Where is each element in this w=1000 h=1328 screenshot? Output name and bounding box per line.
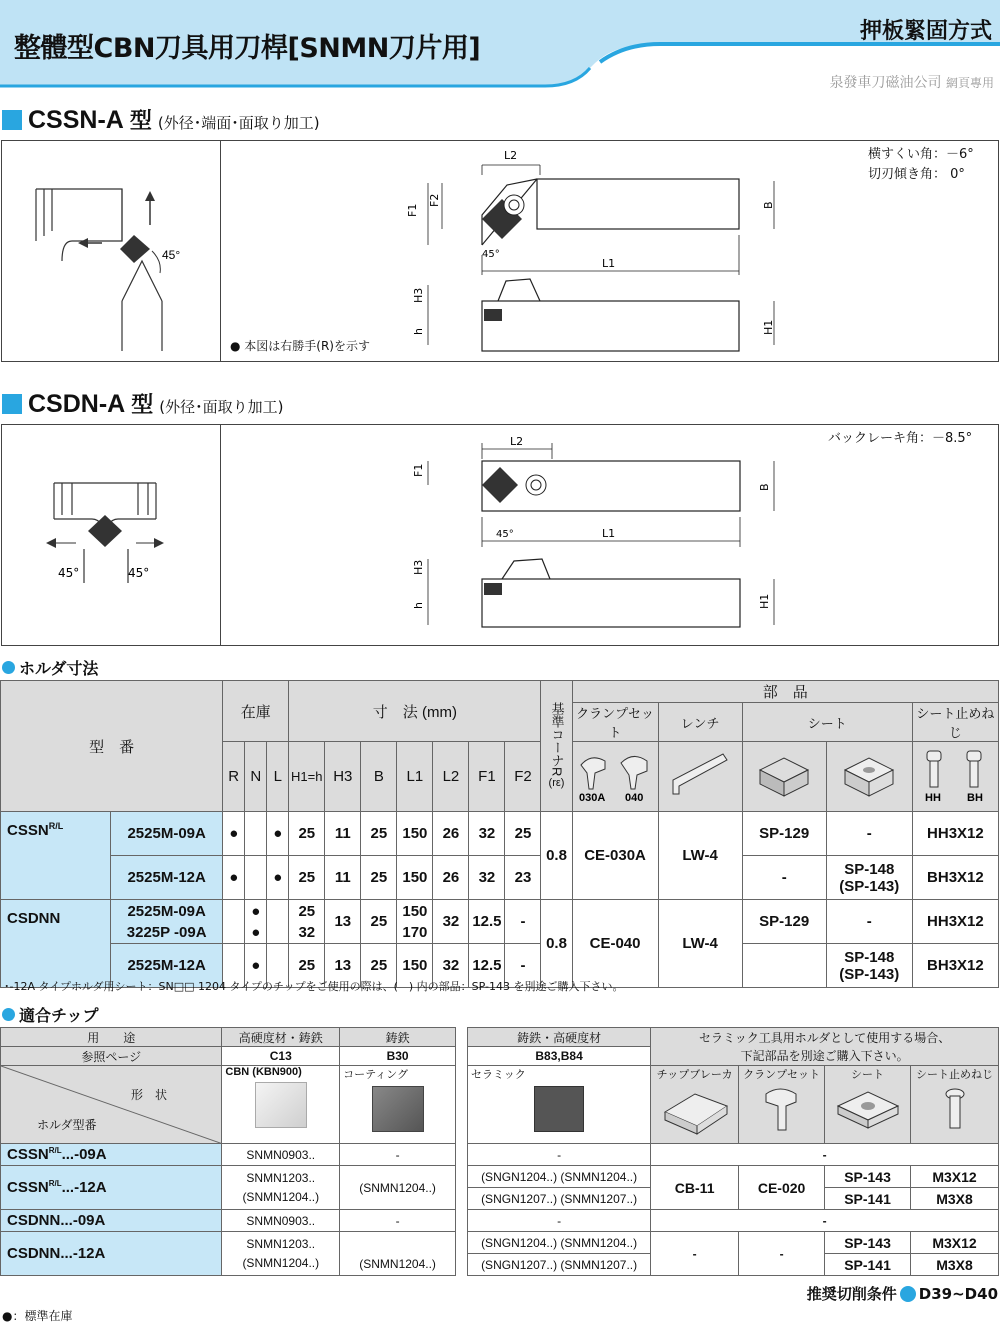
r4-b: 25 [361,944,397,988]
csdn-dim-l1: L1 [602,527,616,540]
ceramic-table [467,1027,999,1276]
r3-f1: 12.5 [469,900,505,944]
th-dimension: 寸 法 (mm) [289,681,541,742]
csdn-dim-h1: H1 [758,593,771,609]
screw-code-hh: HH [925,791,942,803]
chip-row2-c1 [222,1166,340,1210]
r3-code-a: 2525M-09A [127,902,206,920]
r2-seat2a: SP-148 [844,860,895,878]
th-ceramic-use: 鋳鉄・高硬度材 [468,1028,651,1047]
heading-dot [2,661,15,674]
r2-seat2 [826,856,912,900]
ceramic-r4-screw-b: M3X8 [911,1254,999,1276]
r2-b: 25 [361,856,397,900]
diagonal-line [1,1066,223,1144]
ceramic-r4-clamp: - [739,1232,825,1276]
csdn-dim-l2: L2 [510,435,524,448]
th-use: 用 途 [1,1028,222,1047]
chip-row1-holder [1,1144,222,1166]
ceramic-r3-parts: - [651,1210,999,1232]
ceramic-r4-seat-a: SP-143 [825,1232,911,1254]
th-use2: 鋳鉄 [340,1028,456,1047]
chip-row4-c1 [222,1232,340,1276]
recommend-page: D39~D40 [918,1284,998,1303]
chip-heading-text: 適合チップ [19,1006,99,1025]
r3-l1-a: 150 [402,902,428,920]
r1-screw: HH3X12 [912,812,998,856]
csdn-corner: 0.8 [541,900,572,988]
cssn-application-diagram [22,181,202,351]
ceramic-r2-seat-a: SP-143 [825,1166,911,1188]
csdn-model-suffix: 型 [131,392,154,417]
ceramic-r2-chip-a: (SNGN1204..) (SNMN1204..) [468,1166,651,1188]
chip-row4-c1b: (SNMN1204..) [242,1255,320,1270]
chip-row3-holder [1,1210,222,1232]
r1-f2: 25 [505,812,541,856]
r4-seat2b: (SP-143) [839,965,900,983]
csdn-holder-drawing [402,429,802,641]
r1-f1: 32 [469,812,505,856]
chip-table [0,1027,456,1276]
csdn-dim-45: 45° [496,529,514,540]
ceramic-r2-breaker: CB-11 [651,1166,739,1210]
ceramic-r2-chip-b: (SNGN1207..) (SNMN1207..) [468,1188,651,1210]
th-col-n: N [245,742,267,812]
cssn-sub: L [57,821,64,831]
r4-l1: 150 [397,944,433,988]
ceramic-screw-icon [915,1082,995,1136]
ceramic-chip-cell [468,1066,651,1144]
cssn-rake-angles [868,145,974,185]
chip-row1-suffix: ...-09A [61,1146,107,1163]
csdn-dim-h: h [412,602,425,609]
r3-l1-b: 170 [402,923,428,941]
csdn-angle-left: 45° [58,566,80,580]
cssn-hand: R/L [48,821,64,831]
ceramic-seat-icon [828,1082,908,1136]
r3-f2: - [505,900,541,944]
cssn-dim-f2: F2 [428,193,441,207]
th-col-r: R [223,742,245,812]
chip-row2-c2: (SNMN1204..) [340,1166,456,1210]
r3-screw: HH3X12 [912,900,998,944]
r3-code-b: 3225P -09A [126,923,207,941]
th-use1: 高硬度材・鋳鉄 [222,1028,340,1047]
r3-stock-n-b: ● [251,923,261,941]
r1-seat2: - [826,812,912,856]
r4-seat2 [826,944,912,988]
holder-dimension-table [0,680,999,988]
ceramic-note1: セラミック工具用ホルダとして使用する場合、 [698,1030,951,1045]
th-ceramic-screw-label: シート止めねじ [916,1069,993,1081]
csdn-dim-h3: H3 [412,559,425,575]
th-col-l2: L2 [433,742,469,812]
r3-code [111,900,223,944]
r2-l2: 26 [433,856,469,900]
page-c13: C13 [222,1047,340,1066]
cssn-dim-f1: F1 [406,203,419,217]
r1-l2: 26 [433,812,469,856]
ceramic-r4-chip-b: (SNGN1207..) (SNMN1207..) [468,1254,651,1276]
ceramic-r4-breaker: - [651,1232,739,1276]
th-breaker [651,1066,739,1144]
cssn-dim-h3: H3 [412,287,425,303]
ceramic-r4-seat-b: SP-141 [825,1254,911,1276]
holder-heading-text: ホルダ寸法 [19,659,99,678]
heading-dot [2,1008,15,1021]
r3-seat1: SP-129 [742,900,826,944]
chip-breaker-icon [655,1082,735,1136]
seat-hole-icon [839,750,899,800]
cssn-dim-l2: L2 [504,149,518,162]
cssn-corner: 0.8 [541,812,572,900]
arrow-circle-icon [900,1286,916,1302]
chip-heading [2,1003,99,1026]
th-col-b: B [361,742,397,812]
r4-f1: 12.5 [469,944,505,988]
seat-square-icon [754,750,814,800]
ceramic-note [651,1028,999,1066]
cssn-dim-45: 45° [482,249,500,260]
cssn-model-suffix: 型 [129,108,152,133]
chip-row2-hand: R/L [48,1179,62,1188]
cssn-dim-h1: H1 [762,319,775,335]
th-ceramic-clamp [739,1066,825,1144]
th-seat-image-2 [826,742,912,812]
ceramic-r4-screw-a: M3X12 [911,1232,999,1254]
th-parts: 部 品 [572,681,999,703]
cssn-rake1: 横すくい角：－6° [868,147,974,162]
th-clamp: クランプセット [572,703,658,742]
cssn-name: CSSN [7,822,49,839]
th-col-f2: F2 [505,742,541,812]
page-b30: B30 [340,1047,456,1066]
csdn-dim-f1: F1 [412,463,425,477]
cssn-clamp: CE-030A [572,812,658,900]
ceramic-r2-screw-a: M3X12 [911,1166,999,1188]
th-screw-images [912,742,998,812]
r3-h1-b: 32 [298,923,316,941]
seat-screw-icon [915,747,995,803]
csdn-model-cell: CSDNN [1,900,111,988]
cssn-sup: R [48,821,56,831]
chip-coating-cell [340,1066,456,1144]
r1-stock-n [245,812,267,856]
r4-seat2a: SP-148 [844,948,895,966]
chip-row4-name: CSDNN [7,1245,61,1262]
csdn-dim-b: B [758,483,771,491]
r2-code: 2525M-12A [111,856,223,900]
r1-b: 25 [361,812,397,856]
ceramic-r4-chip-a: (SNGN1204..) (SNMN1204..) [468,1232,651,1254]
r4-code: 2525M-12A [111,944,223,988]
ceramic-clamp-icon [742,1082,822,1136]
th-clamp-images [572,742,658,812]
r2-l1: 150 [397,856,433,900]
r2-seat2b: (SP-143) [839,877,900,895]
chip-row4-holder [1,1232,222,1276]
chip-row3-c2: - [340,1210,456,1232]
cssn-model-cell [1,812,111,900]
r3-h1-a: 25 [298,902,316,920]
page-title: 整體型CBN刀具用刀桿[SNMN刀片用] [14,33,481,64]
clamp-method: 押板緊固方式 [859,19,992,44]
page-header [0,0,1000,91]
th-holder: ホルダ型番 [37,1118,97,1132]
r1-h1: 25 [289,812,325,856]
th-col-h3: H3 [325,742,361,812]
r1-stock-l: ● [267,812,289,856]
r3-stock-n [245,900,267,944]
csdn-desc: (外径･面取り加工) [159,398,284,416]
screw-code-bh: BH [967,791,984,803]
th-col-l1: L1 [397,742,433,812]
th-corner-r [541,681,572,812]
th-wrench-image [658,742,742,812]
chip-row3-name: CSDNN [7,1212,61,1229]
chip-row3-c1: SNMN0903.. [222,1210,340,1232]
r2-h1: 25 [289,856,325,900]
r1-l1: 150 [397,812,433,856]
chip-row1-sup: R [48,1146,55,1155]
r2-f1: 32 [469,856,505,900]
cssn-holder-drawing [402,145,802,357]
chip-row2-sub: L [56,1179,62,1188]
chip-row2-suffix: ...-12A [61,1179,107,1196]
th-ceramic-seat [825,1066,911,1144]
chip-row1-name: CSSN [7,1146,49,1163]
r4-screw: BH3X12 [912,944,998,988]
heading-marker [2,394,22,414]
r1-stock-r: ● [223,812,245,856]
r2-stock-l: ● [267,856,289,900]
th-stock: 在庫 [223,681,289,742]
chip-row1-c1: SNMN0903.. [222,1144,340,1166]
th-col-l: L [267,742,289,812]
r4-l2: 32 [433,944,469,988]
cssn-wrench: LW-4 [658,812,742,900]
th-ceramic-clamp-label: クランプセット [743,1069,821,1081]
mat-coating: コーティング [343,1069,409,1081]
r3-l1 [397,900,433,944]
holder-footnote: ･-12A タイプホルダ用シート：SN□□ 1204 タイプのチップをご使用の際は、( ) 内の部品：SP-143 を別途ご購入下さい。 [4,980,624,993]
ceramic-r2-screw-b: M3X8 [911,1188,999,1210]
csdn-heading [2,388,283,419]
chip-row1-c2: - [340,1144,456,1166]
r3-stock-l [267,900,289,944]
th-ceramic-seat-label: シート [851,1069,885,1081]
th-wrench: レンチ [658,703,742,742]
r2-f2: 23 [505,856,541,900]
r2-stock-n [245,856,267,900]
chip-row4-suffix: ...-12A [60,1245,106,1262]
coating-chip-image [372,1086,424,1132]
ceramic-r2-clamp: CE-020 [739,1166,825,1210]
th-screw: シート止めねじ [912,703,998,742]
chip-row2-sup: R [48,1179,55,1188]
csdn-wrench: LW-4 [658,900,742,988]
clamp-set-icon [575,749,655,801]
csdn-angle-right: 45° [128,566,150,580]
r3-l2: 32 [433,900,469,944]
mat-cbn: CBN (KBN900) [225,1066,302,1078]
th-type: 型 番 [1,681,223,812]
th-col-f1: F1 [469,742,505,812]
cssn-dim-b: B [762,201,775,209]
cssn-drawing-box [1,140,999,362]
r3-h3: 13 [325,900,361,944]
r3-h1 [289,900,325,944]
chip-row2-c1a: SNMN1203.. [246,1170,316,1185]
r3-stock-r [223,900,245,944]
chip-row1-hand: R/L [48,1146,62,1155]
r4-h3: 13 [325,944,361,988]
r1-h3: 11 [325,812,361,856]
th-seat: シート [742,703,912,742]
th-ceramic-screw [911,1066,999,1144]
r2-seat1: - [742,856,826,900]
clamp-code-040: 040 [625,791,644,801]
r2-screw: BH3X12 [912,856,998,900]
mat-ceramic: セラミック [471,1069,526,1081]
r3-stock-n-a: ● [251,902,261,920]
r2-stock-r: ● [223,856,245,900]
recommended-conditions-link[interactable] [807,1283,998,1304]
shop-name [830,72,994,92]
csdn-application-diagram [32,475,202,595]
r4-stock-n: ● [245,944,267,988]
th-corner-sub: (rε) [548,777,565,790]
th-shape: 形 状 [131,1088,168,1102]
cssn-model: CSSN-A [28,106,124,134]
shop-name-text: 泉發車刀磁油公司 [829,75,942,91]
csdn-rake-angle: バックレーキ角：－8.5° [828,431,973,446]
cssn-heading [2,104,320,135]
chip-row2-name: CSSN [7,1179,49,1196]
shop-suffix: 網頁專用 [945,76,994,90]
chip-row4-c1a: SNMN1203.. [246,1236,316,1251]
th-seat-image-1 [742,742,826,812]
th-breaker-label: チップブレーカ [656,1069,733,1081]
cssn-rake2: 切刃傾き角： 0° [868,167,965,182]
stock-legend: ●：標準在庫 [2,1309,73,1323]
r1-code: 2525M-09A [111,812,223,856]
cssn-dim-h: h [412,328,425,335]
th-shape-holder [1,1066,222,1144]
heading-marker [2,110,22,130]
cssn-note: ● 本図は右勝手(R)を示す [230,339,370,353]
chip-row2-c1b: (SNMN1204..) [242,1189,320,1204]
cbn-chip-image [255,1082,307,1128]
r3-b: 25 [361,900,397,944]
ceramic-chip-image [534,1086,584,1132]
ceramic-r2-seat-b: SP-141 [825,1188,911,1210]
r2-h3: 11 [325,856,361,900]
ceramic-r3-chip: - [468,1210,651,1232]
r3-seat2: - [826,900,912,944]
ceramic-note2: 下記部品を別途ご購入下さい。 [740,1048,909,1063]
th-corner-text: 基準コーナR [549,701,565,777]
csdn-model: CSDN-A [28,390,126,418]
wrench-icon [665,750,735,800]
ceramic-page: B83,B84 [468,1047,651,1066]
chip-row3-suffix: ...-09A [60,1212,106,1229]
recommend-label: 推奨切削条件 [806,1285,897,1303]
ceramic-r1-chip: - [468,1144,651,1166]
chip-row2-holder [1,1166,222,1210]
th-col-h1: H1=h [289,742,325,812]
csdn-clamp: CE-040 [572,900,658,988]
r4-h1: 25 [289,944,325,988]
r4-seat1 [742,944,826,988]
clamp-code-030a: 030A [579,791,606,801]
holder-heading [2,656,98,679]
cssn-dim-l1: L1 [602,257,616,270]
cssn-desc: (外径･端面･面取り加工) [157,114,320,132]
th-page: 参照ページ [1,1047,222,1066]
ceramic-r1-parts: - [651,1144,999,1166]
cssn-angle-label: 45° [162,248,181,262]
r4-f2: - [505,944,541,988]
chip-row4-c2: (SNMN1204..) [340,1232,456,1276]
chip-row1-sub: L [56,1146,62,1155]
csdn-drawing-box [1,424,999,646]
chip-cbn-cell [222,1066,340,1144]
r1-seat1: SP-129 [742,812,826,856]
